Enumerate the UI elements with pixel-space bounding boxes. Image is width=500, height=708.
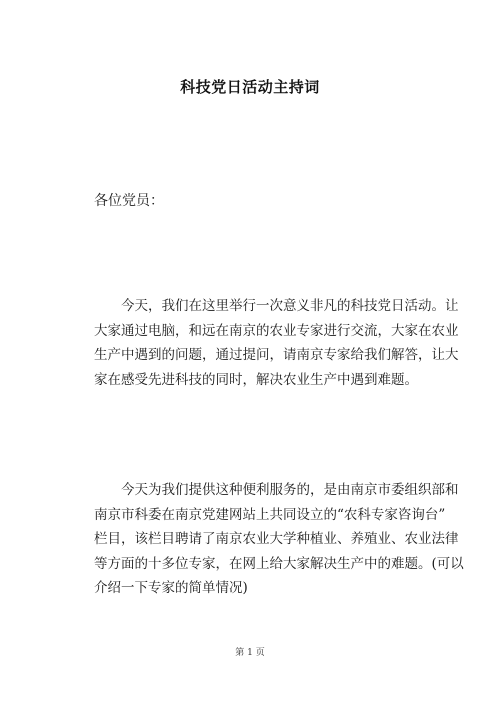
paragraph-line: 介绍一下专家的简单情况) xyxy=(94,580,248,596)
page-number: 第 1 页 xyxy=(235,648,265,658)
paragraph-line: 等方面的十多位专家，在网上给大家解决生产中的难题。(可以 xyxy=(94,555,464,572)
paragraph-1 xyxy=(94,294,459,392)
document-title: 科技党日活动主持词 xyxy=(180,78,320,96)
salutation: 各位党员： xyxy=(94,193,164,209)
paragraph-line: 南京市科委在南京党建网站上共同设立的“农科专家咨询台” xyxy=(94,506,446,523)
paragraph-line: 大家通过电脑，和远在南京的农业专家进行交流，大家在农业 xyxy=(94,322,459,339)
paragraph-line: 今天为我们提供这种便利服务的，是由南京市委组织部和 xyxy=(94,482,459,498)
paragraph-line: 生产中遇到的问题，通过提问，请南京专家给我们解答，让大 xyxy=(94,347,459,363)
paragraph-2 xyxy=(94,478,464,601)
paragraph-line: 家在感受先进科技的同时，解决农业生产中遇到难题。 xyxy=(94,371,418,388)
paragraph-line: 今天，我们在这里举行一次意义非凡的科技党日活动。让 xyxy=(94,298,459,314)
paragraph-line: 栏目，该栏目聘请了南京农业大学种植业、养殖业、农业法律 xyxy=(94,531,459,547)
